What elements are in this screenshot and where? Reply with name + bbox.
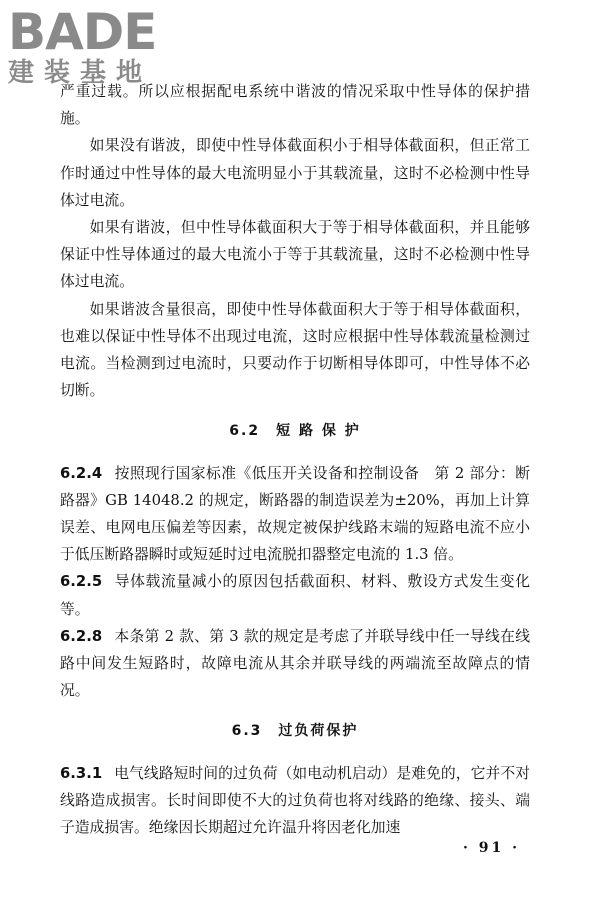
section-heading-6-2: 6.2 短 路 保 护 [229, 423, 361, 440]
paragraph-with-harmonics: 如果有谐波，但中性导体截面积大于等于相导体截面积，并且能够保证中性导体通过的最大电流小于等于其载流量，这时不必检测中性导体过电流。 [60, 219, 530, 291]
clause-6-2-5 [60, 568, 530, 622]
paragraph-high-harmonics: 如果谐波含量很高，即使中性导体截面积大于等于相导体截面积，也难以保证中性导体不出现过电流，这时应根据中性导体载流量检测过电流。当检测到过电流时，只要动作于切断相导体即可，中性导体不必切断。 [60, 300, 530, 400]
clause-number: 6.2.4 [60, 464, 103, 482]
logo-wordmark: BADE [8, 3, 157, 61]
clause-text: 按照现行国家标准《低压开关设备和控制设备 第 2 部分：断路器》GB 14048.2 的规定，断路器的制造误差为±20%，再加上计算误差、电网电压偏差等因素，故规定被保护线路末端的短路电流不应小于低压断路器瞬时或短延时过电流脱扣器整定电流的 1.3 倍。 [60, 464, 530, 564]
clause-6-3-1 [60, 760, 530, 842]
clause-text: 导体载流量减小的原因包括截面积、材料、敷设方式发生变化等。 [60, 573, 530, 618]
clause-number: 6.2.8 [60, 627, 103, 645]
clause-6-2-8 [60, 623, 530, 705]
clause-text: 本条第 2 款、第 3 款的规定是考虑了并联导线中任一导线在线路中间发生短路时，故障电流从其余并联导线的两端流至故障点的情况。 [60, 627, 530, 700]
paragraph-continuation: 严重过载。所以应根据配电系统中谐波的情况采取中性导体的保护措施。 [60, 83, 530, 128]
clause-number: 6.2.5 [60, 573, 103, 591]
clause-number: 6.3.1 [60, 764, 103, 782]
paragraph-no-harmonics: 如果没有谐波，即使中性导体截面积小于相导体截面积，但正常工作时通过中性导体的最大电流明显小于其载流量，这时不必检测中性导体过电流。 [60, 137, 530, 209]
page-number: · 91 · [463, 840, 520, 856]
document-page [60, 78, 530, 841]
clause-6-2-4 [60, 460, 530, 569]
clause-text: 电气线路短时间的过负荷（如电动机启动）是难免的，它并不对线路造成损害。长时间即使不大的过负荷也将对线路的绝缘、接头、端子造成损害。绝缘因长期超过允许温升将因老化加速 [60, 764, 530, 837]
section-heading-6-3: 6.3 过负荷保护 [231, 723, 359, 740]
site-logo [8, 3, 178, 88]
logo-chinese-text: 建装基地 [8, 58, 153, 88]
